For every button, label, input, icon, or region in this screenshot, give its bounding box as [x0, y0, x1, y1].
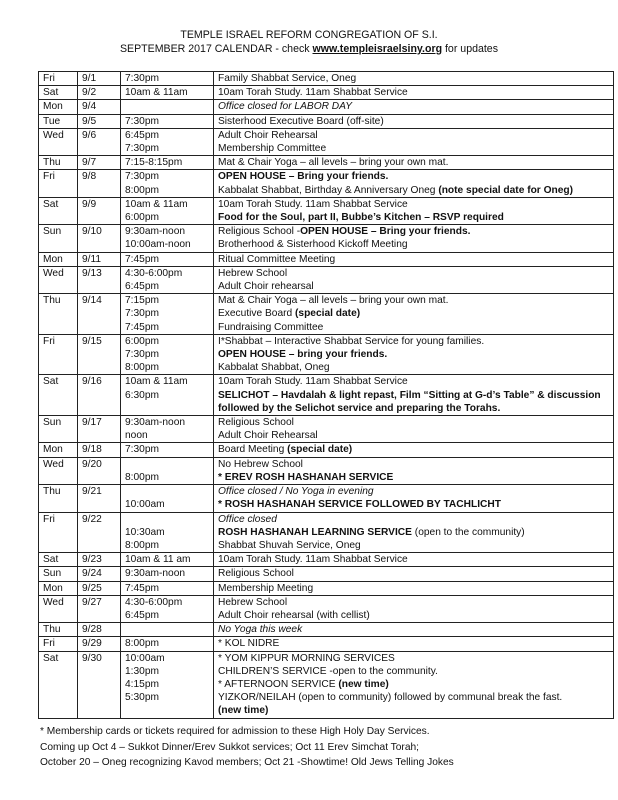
event-text: Ritual Committee Meeting [218, 253, 336, 265]
date-cell: 9/1 [78, 72, 121, 86]
event-line [218, 348, 609, 361]
event-text: (special date) [287, 444, 353, 456]
event-line [218, 526, 609, 539]
event-text: Kabbalat Shabbat, Birthday & Anniversary Oneg [218, 184, 439, 196]
time-cell [121, 375, 214, 416]
event-cell [214, 637, 614, 651]
date-cell: 9/25 [78, 581, 121, 595]
event-text: Membership Meeting [218, 582, 314, 594]
event-text: Shabbat Shuvah Service, Oneg [218, 539, 361, 551]
calendar-body [39, 72, 614, 719]
event-time: 8:00pm [125, 638, 159, 650]
event-cell [214, 416, 614, 443]
day-cell: Fri [39, 637, 78, 651]
event-text: SELICHOT – Havdalah & light repast, Film “Sitting at G-d’s Table” & discussion [218, 389, 601, 401]
event-time [125, 485, 209, 498]
event-line [218, 567, 609, 580]
event-line [218, 361, 609, 374]
event-cell [214, 225, 614, 252]
event-line [218, 225, 609, 238]
date-cell: 9/22 [78, 512, 121, 553]
calendar-row [39, 100, 614, 114]
event-text: * KOL NIDRE [218, 638, 280, 650]
event-line [218, 443, 609, 456]
event-line [218, 211, 609, 224]
event-time: 10am & 11am [125, 198, 188, 210]
day-cell: Sat [39, 197, 78, 224]
calendar-row [39, 623, 614, 637]
event-line [218, 72, 609, 85]
event-line [218, 142, 609, 155]
event-cell [214, 485, 614, 512]
event-text: Adult Choir rehearsal (with cellist) [218, 609, 370, 621]
event-line [218, 170, 609, 183]
day-cell: Sun [39, 225, 78, 252]
event-time: 7:30pm [125, 115, 159, 127]
event-time: 4:15pm [125, 678, 159, 690]
event-time: 7:45pm [125, 321, 159, 333]
event-text: Adult Choir Rehearsal [218, 129, 318, 141]
event-time: 6:45pm [125, 281, 159, 293]
event-time: 7:30pm [125, 171, 159, 183]
event-text: 10am Torah Study. 11am Shabbat Service [218, 554, 408, 566]
calendar-row [39, 266, 614, 293]
event-cell [214, 567, 614, 581]
event-line [218, 321, 609, 334]
time-cell [121, 156, 214, 170]
calendar-row [39, 416, 614, 443]
calendar-row [39, 512, 614, 553]
event-time: 7:45pm [125, 253, 159, 265]
event-cell [214, 170, 614, 197]
event-time: 10am & 11am [125, 376, 188, 388]
event-cell [214, 114, 614, 128]
event-line [218, 596, 609, 609]
calendar-row [39, 637, 614, 651]
event-text: * ROSH HASHANAH SERVICE FOLLOWED BY TACHLICHT [218, 499, 501, 511]
date-cell: 9/23 [78, 553, 121, 567]
day-cell: Mon [39, 252, 78, 266]
day-cell: Sat [39, 375, 78, 416]
event-time [125, 623, 209, 636]
event-time: 7:30pm [125, 143, 159, 155]
date-cell: 9/9 [78, 197, 121, 224]
event-time: 6:45pm [125, 129, 159, 141]
event-cell [214, 623, 614, 637]
time-cell [121, 114, 214, 128]
event-text: Food for the Soul, part II, Bubbe’s Kitchen – RSVP required [218, 212, 504, 224]
event-text: (special date) [295, 308, 361, 320]
time-cell [121, 266, 214, 293]
event-time [125, 100, 209, 113]
date-cell: 9/27 [78, 595, 121, 622]
event-time: 7:15pm [125, 295, 159, 307]
event-text: Adult Choir rehearsal [218, 281, 314, 293]
event-time: 10am & 11am [125, 87, 188, 99]
event-time: 1:30pm [125, 665, 159, 677]
event-text: Executive Board [218, 308, 296, 320]
date-cell: 9/29 [78, 637, 121, 651]
calendar-row [39, 485, 614, 512]
event-line [218, 86, 609, 99]
event-time: 6:30pm [125, 389, 159, 401]
date-cell: 9/4 [78, 100, 121, 114]
event-time: 8:00pm [125, 362, 159, 374]
event-text: CHILDREN’S SERVICE -open to the community. [218, 665, 438, 677]
event-cell [214, 512, 614, 553]
event-text: ROSH HASHANAH LEARNING SERVICE [218, 526, 412, 538]
event-time: 8:00pm [125, 184, 159, 196]
event-line [218, 498, 609, 511]
day-cell: Tue [39, 114, 78, 128]
time-cell [121, 86, 214, 100]
time-cell [121, 485, 214, 512]
event-text: (new time) [218, 705, 269, 717]
time-cell [121, 595, 214, 622]
event-text: OPEN HOUSE – Bring your friends. [300, 226, 471, 238]
calendar-row [39, 581, 614, 595]
event-time: 10:00am [125, 499, 165, 511]
event-line [218, 253, 609, 266]
event-text: Mat & Chair Yoga – all levels – bring your own mat. [218, 157, 449, 169]
calendar-row [39, 457, 614, 484]
event-text: * AFTERNOON SERVICE [218, 678, 339, 690]
event-line [218, 280, 609, 293]
date-cell: 9/17 [78, 416, 121, 443]
event-text: Religious School - [218, 226, 301, 238]
event-time [125, 402, 209, 415]
time-cell [121, 651, 214, 718]
date-cell: 9/21 [78, 485, 121, 512]
event-cell [214, 553, 614, 567]
event-line [218, 582, 609, 595]
day-cell: Sun [39, 416, 78, 443]
event-cell [214, 86, 614, 100]
event-text: OPEN HOUSE – Bring your friends. [218, 171, 389, 183]
event-line [218, 637, 609, 650]
event-line [218, 623, 609, 636]
event-text: No Hebrew School [218, 458, 303, 470]
event-text: Office closed [218, 513, 277, 525]
time-cell [121, 100, 214, 114]
event-cell [214, 100, 614, 114]
day-cell: Mon [39, 443, 78, 457]
event-text: OPEN HOUSE – bring your friends. [218, 349, 388, 361]
event-text: (new time) [338, 678, 389, 690]
event-text: 10am Torah Study. 11am Shabbat Service [218, 376, 408, 388]
event-line [218, 416, 609, 429]
event-text: Hebrew School [218, 267, 288, 279]
event-time: 8:00pm [125, 471, 159, 483]
event-time [125, 458, 209, 471]
event-line [218, 458, 609, 471]
date-cell: 9/6 [78, 128, 121, 155]
event-line [218, 665, 609, 678]
day-cell: Sat [39, 86, 78, 100]
event-cell [214, 334, 614, 375]
event-line [218, 115, 609, 128]
event-line [218, 375, 609, 388]
event-time: 7:30pm [125, 349, 159, 361]
calendar-row [39, 567, 614, 581]
day-cell: Thu [39, 156, 78, 170]
event-text: followed by the Selichot service and preparing the Torahs. [218, 402, 501, 414]
event-cell [214, 128, 614, 155]
date-cell: 9/28 [78, 623, 121, 637]
event-time: 9:30am-noon [125, 417, 186, 429]
day-cell: Wed [39, 128, 78, 155]
event-text: I*Shabbat – Interactive Shabbat Service for young families. [218, 335, 485, 347]
event-line [218, 691, 609, 704]
calendar-row [39, 86, 614, 100]
event-time: 7:30pm [125, 444, 159, 456]
day-cell: Wed [39, 266, 78, 293]
time-cell [121, 170, 214, 197]
footer [40, 724, 610, 771]
event-text: Religious School [218, 568, 294, 580]
event-text: Adult Choir Rehearsal [218, 430, 318, 442]
website-link[interactable]: www.templeisraelsiny.org [312, 43, 443, 55]
calendar-row [39, 651, 614, 718]
time-cell [121, 128, 214, 155]
time-cell [121, 457, 214, 484]
event-time: 4:30-6:00pm [125, 267, 183, 279]
event-time: 6:45pm [125, 609, 159, 621]
date-cell: 9/18 [78, 443, 121, 457]
event-cell [214, 595, 614, 622]
time-cell [121, 416, 214, 443]
time-cell [121, 581, 214, 595]
event-line [218, 402, 609, 415]
date-cell: 9/14 [78, 294, 121, 335]
calendar-row [39, 225, 614, 252]
day-cell: Thu [39, 294, 78, 335]
calendar-row [39, 72, 614, 86]
event-line [218, 294, 609, 307]
event-time [125, 513, 209, 526]
event-line [218, 485, 609, 498]
time-cell [121, 637, 214, 651]
event-text: * YOM KIPPUR MORNING SERVICES [218, 652, 395, 664]
event-text: Brotherhood & Sisterhood Kickoff Meeting [218, 239, 408, 251]
event-line [218, 198, 609, 211]
event-cell [214, 197, 614, 224]
calendar-row [39, 128, 614, 155]
time-cell [121, 334, 214, 375]
event-text: * EREV ROSH HASHANAH SERVICE [218, 471, 394, 483]
calendar-row [39, 294, 614, 335]
date-cell: 9/20 [78, 457, 121, 484]
event-time: 7:30pm [125, 73, 159, 84]
calendar-row [39, 375, 614, 416]
event-text: Family Shabbat Service, Oneg [218, 73, 357, 84]
calendar-row [39, 156, 614, 170]
date-cell: 9/15 [78, 334, 121, 375]
event-time: 10:30am [125, 526, 165, 538]
event-cell [214, 375, 614, 416]
event-text: (note special date for Oneg) [438, 184, 574, 196]
date-cell: 9/5 [78, 114, 121, 128]
event-text: Religious School [218, 417, 294, 429]
event-time: 8:00pm [125, 539, 159, 551]
time-cell [121, 443, 214, 457]
day-cell: Fri [39, 170, 78, 197]
time-cell [121, 225, 214, 252]
subtitle-suffix: for updates [442, 43, 498, 55]
calendar-row [39, 595, 614, 622]
event-text: Kabbalat Shabbat, Oneg [218, 362, 330, 374]
event-cell [214, 581, 614, 595]
event-time: 6:00pm [125, 335, 159, 347]
time-cell [121, 252, 214, 266]
event-line [218, 553, 609, 566]
event-text: Office closed for LABOR DAY [218, 101, 352, 113]
event-cell [214, 294, 614, 335]
calendar-row [39, 553, 614, 567]
event-time: noon [125, 430, 148, 442]
event-line [218, 335, 609, 348]
calendar-row [39, 114, 614, 128]
event-line [218, 678, 609, 691]
event-cell [214, 457, 614, 484]
date-cell: 9/7 [78, 156, 121, 170]
event-line [218, 184, 609, 197]
date-cell: 9/13 [78, 266, 121, 293]
subtitle-prefix: SEPTEMBER 2017 CALENDAR - check [119, 43, 313, 55]
time-cell [121, 72, 214, 86]
time-cell [121, 567, 214, 581]
calendar-row [39, 443, 614, 457]
time-cell [121, 294, 214, 335]
date-cell: 9/2 [78, 86, 121, 100]
day-cell: Sat [39, 651, 78, 718]
event-line [218, 389, 609, 402]
day-cell: Mon [39, 100, 78, 114]
event-cell [214, 651, 614, 718]
calendar-subtitle [0, 42, 618, 56]
calendar-table [38, 71, 614, 719]
date-cell: 9/11 [78, 252, 121, 266]
event-line [218, 267, 609, 280]
event-time: 7:45pm [125, 582, 159, 594]
calendar-row [39, 197, 614, 224]
event-text: Hebrew School [218, 596, 288, 608]
event-time: 5:30pm [125, 692, 159, 704]
date-cell: 9/30 [78, 651, 121, 718]
calendar-header [0, 28, 618, 56]
event-text: (open to the community) [411, 526, 525, 538]
day-cell: Mon [39, 581, 78, 595]
event-time: 10am & 11 am [125, 554, 191, 566]
footer-note: * Membership cards or tickets required for admission to these High Holy Day Services. [40, 726, 430, 737]
event-cell [214, 156, 614, 170]
event-text: Fundraising Committee [218, 321, 324, 333]
time-cell [121, 623, 214, 637]
event-line [218, 513, 609, 526]
event-line [218, 471, 609, 484]
calendar-row [39, 334, 614, 375]
event-text: Mat & Chair Yoga – all levels – bring your own mat. [218, 295, 449, 307]
event-text: Membership Committee [218, 143, 327, 155]
day-cell: Sat [39, 553, 78, 567]
event-line [218, 609, 609, 622]
coming-up-line-1: Coming up Oct 4 – Sukkot Dinner/Erev Sukkot services; Oct 11 Erev Simchat Torah; [40, 741, 419, 753]
event-line [218, 129, 609, 142]
time-cell [121, 512, 214, 553]
event-text: 10am Torah Study. 11am Shabbat Service [218, 87, 408, 99]
event-time: 7:15-8:15pm [125, 157, 183, 169]
event-line [218, 307, 609, 320]
date-cell: 9/24 [78, 567, 121, 581]
event-cell [214, 72, 614, 86]
event-time: 9:30am-noon [125, 568, 186, 580]
day-cell: Fri [39, 512, 78, 553]
event-line [218, 156, 609, 169]
day-cell: Wed [39, 595, 78, 622]
event-cell [214, 252, 614, 266]
time-cell [121, 197, 214, 224]
event-time: 10:00am-noon [125, 239, 191, 251]
day-cell: Sun [39, 567, 78, 581]
day-cell: Fri [39, 72, 78, 86]
day-cell: Fri [39, 334, 78, 375]
event-time: 4:30-6:00pm [125, 596, 183, 608]
event-time: 10:00am [125, 652, 165, 664]
event-text: Board Meeting [218, 444, 288, 456]
event-line [218, 238, 609, 251]
event-line [218, 100, 609, 113]
event-line [218, 704, 609, 717]
calendar-row [39, 170, 614, 197]
event-time: 9:30am-noon [125, 226, 186, 238]
event-text: YIZKOR/NEILAH (open to community) followed by communal break the fast. [218, 692, 563, 704]
event-line [218, 429, 609, 442]
event-time: 6:00pm [125, 212, 159, 224]
event-line [218, 539, 609, 552]
event-time [125, 704, 209, 717]
page-title: TEMPLE ISRAEL REFORM CONGREGATION OF S.I. [180, 29, 438, 41]
date-cell: 9/8 [78, 170, 121, 197]
event-line [218, 652, 609, 665]
event-text: Office closed / No Yoga in evening [218, 486, 374, 498]
event-time: 7:30pm [125, 308, 159, 320]
event-text: 10am Torah Study. 11am Shabbat Service [218, 198, 408, 210]
calendar-row [39, 252, 614, 266]
day-cell: Thu [39, 623, 78, 637]
event-text: No Yoga this week [218, 624, 303, 636]
event-cell [214, 443, 614, 457]
date-cell: 9/16 [78, 375, 121, 416]
time-cell [121, 553, 214, 567]
day-cell: Wed [39, 457, 78, 484]
date-cell: 9/10 [78, 225, 121, 252]
day-cell: Thu [39, 485, 78, 512]
event-cell [214, 266, 614, 293]
coming-up-line-2: October 20 – Oneg recognizing Kavod members; Oct 21 -Showtime! Old Jews Telling Jokes [40, 757, 454, 769]
event-text: Sisterhood Executive Board (off-site) [218, 115, 384, 127]
